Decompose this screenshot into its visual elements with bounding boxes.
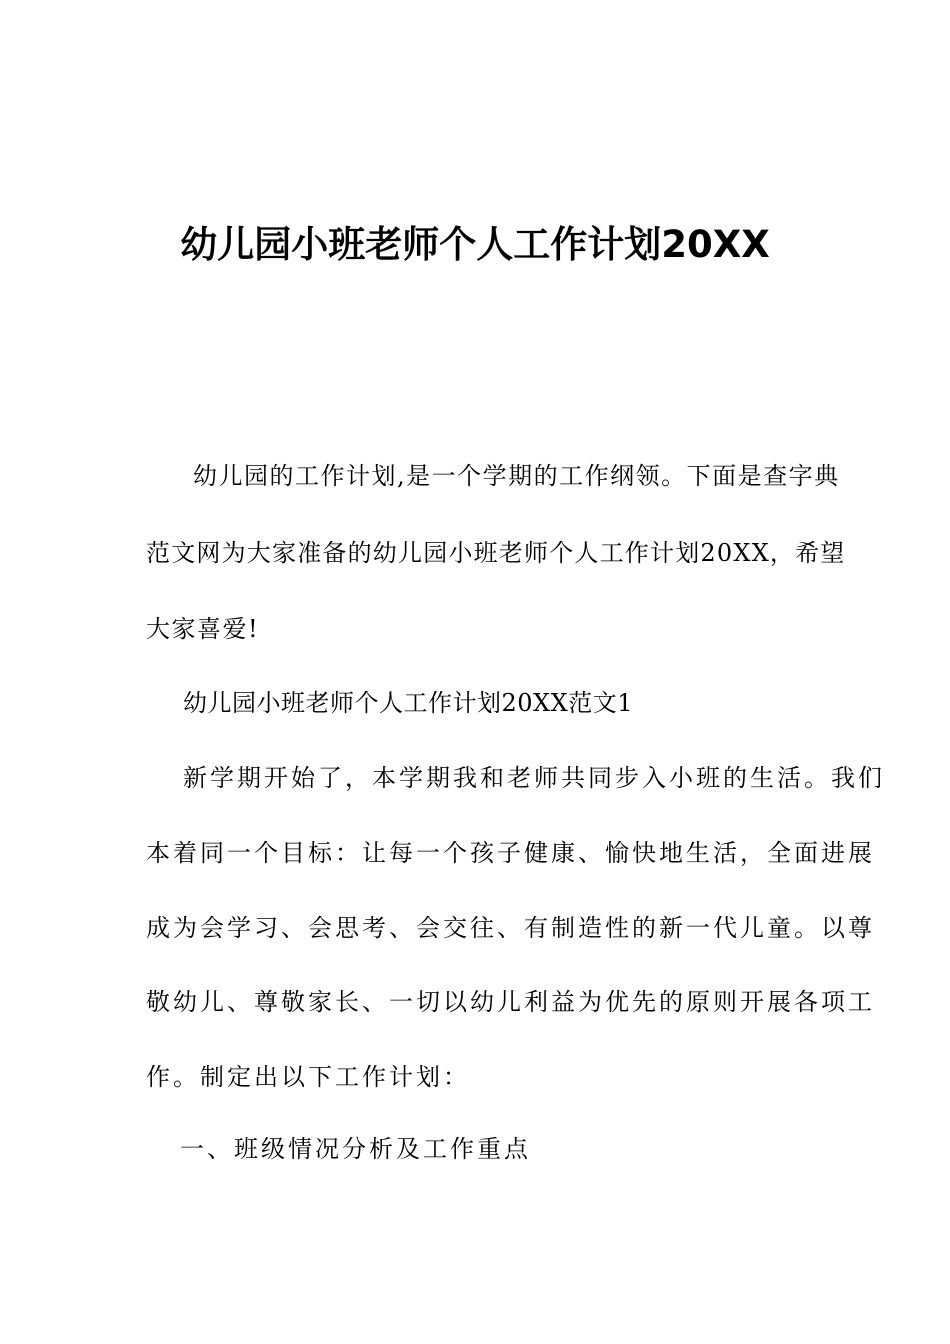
document-title: 幼儿园小班老师个人工作计划20XX (180, 223, 770, 266)
subheading-class-analysis: 一、班级情况分析及工作重点 (180, 1135, 531, 1163)
intro-line-2: 范文网为大家准备的幼儿园小班老师个人工作计划20XX，希望 (146, 539, 846, 567)
body-line-2: 本着同一个目标：让每一个孩子健康、愉快地生活，全面进展 (146, 839, 875, 867)
section-heading-sample-1: 幼儿园小班老师个人工作计划20XX范文1 (183, 689, 633, 717)
body-line-1: 新学期开始了，本学期我和老师共同步入小班的生活。我们 (183, 764, 885, 792)
body-line-5: 作。制定出以下工作计划： (146, 1063, 470, 1091)
intro-line-1: 幼儿园的工作计划,是一个学期的工作纲领。下面是查字典 (193, 462, 840, 490)
body-line-3: 成为会学习、会思考、会交往、有制造性的新一代儿童。以尊 (146, 914, 875, 942)
intro-line-3: 大家喜爱! (146, 615, 260, 643)
body-line-4: 敬幼儿、尊敬家长、一切以幼儿利益为优先的原则开展各项工 (146, 988, 875, 1016)
